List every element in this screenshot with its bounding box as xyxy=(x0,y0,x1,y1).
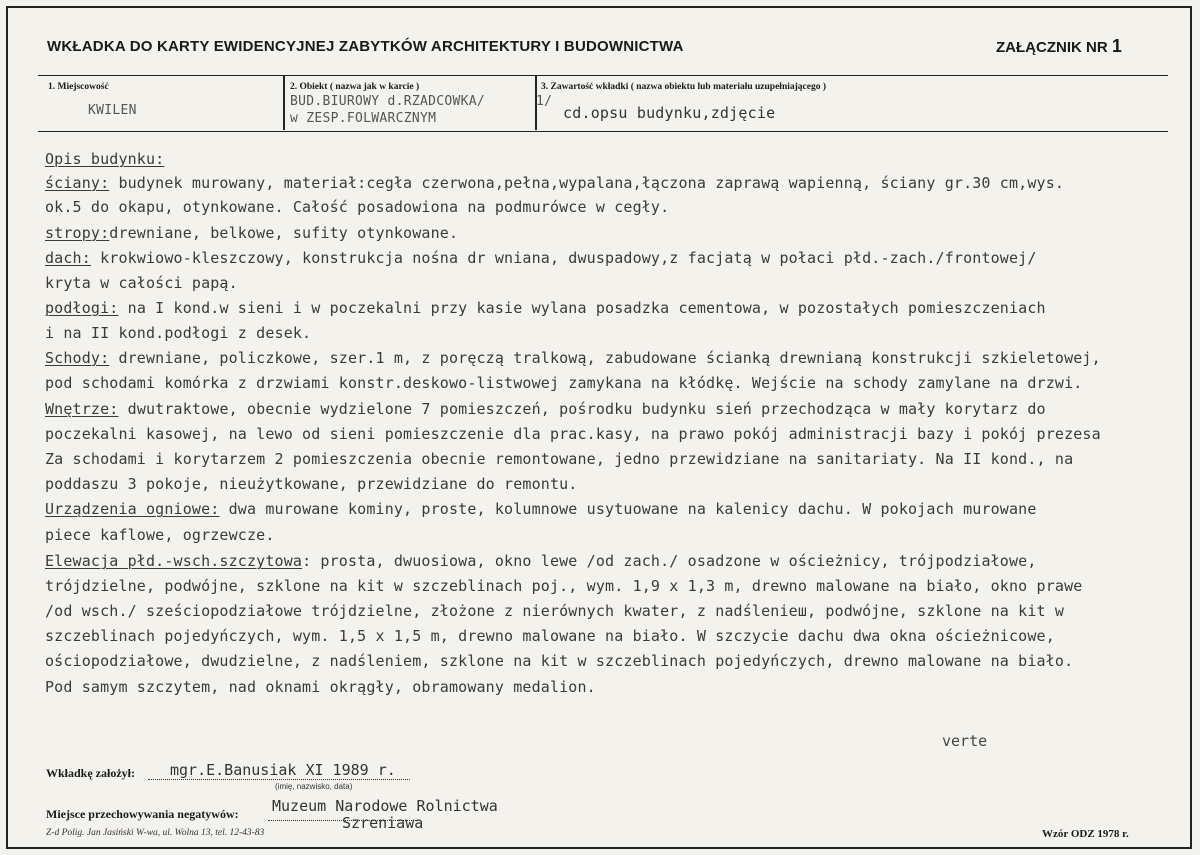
body-line: ościopodziałowe, dwudzielne, z nadśleniem, szklone na kit w szczeblinach pojedyńczych, drewno malowane na biało. xyxy=(45,652,1074,670)
body-line: poddaszu 3 pokoje, nieużytkowane, przewidziane do remontu. xyxy=(45,475,578,493)
section-heading: Opis budynku: xyxy=(45,150,165,168)
body-line: pod schodami komórka z drzwiami konstr.deskowo-listwowej zamykana na kłódkę. Wejście na schody zamylane na drzwi. xyxy=(45,374,1083,392)
body-line: szczeblinach pojedyńczych, wym. 1,5 x 1,5 m, drewno malowane na biało. W szczycie dachu dwa okna ościeżnicowe, xyxy=(45,627,1055,645)
body-line: stropy:drewniane, belkowe, sufity otynkowane. xyxy=(45,224,459,242)
form-code: Wzór ODZ 1978 r. xyxy=(1042,828,1129,840)
body-line: Za schodami i korytarzem 2 pomieszczenia obecnie remontowane, jedno przewidziane na sanitariaty. Na II kond., na xyxy=(45,450,1074,468)
body-line: Urządzenia ogniowe: dwa murowane kominy, proste, kolumnowe usytuowane na kalenicy dachu. W pokojach murowane xyxy=(45,500,1037,518)
body-line: piece kaflowe, ogrzewcze. xyxy=(45,526,275,544)
body-line: Elewacja płd.-wsch.szczytowa: prosta, dwuosiowa, okno lewe /od zach./ osadzone w ościeżnicy, trójpodziałowe, xyxy=(45,552,1037,570)
field-object-value-1: BUD.BIUROWY d.RZADCOWKA/ xyxy=(290,94,486,109)
attachment-number xyxy=(996,36,1122,57)
attachment-number-value: 1 xyxy=(1111,36,1122,56)
field-contents-prefix: 1/ xyxy=(536,94,553,109)
storage-label: Miejsce przechowywania negatywów: xyxy=(46,807,239,821)
body-line: i na II kond.podłogi z desek. xyxy=(45,324,312,342)
storage-value-1: Muzeum Narodowe Rolnictwa xyxy=(272,797,498,815)
signature-line xyxy=(148,779,410,780)
body-line: podłogi: na I kond.w sieni i w poczekalni przy kasie wylana posadzka cementowa, w pozostałych pomieszczeniach xyxy=(45,299,1046,317)
body-line: /od wsch./ sześciopodziałowe trójdzielne, złożone z nierównych kwater, z nadślenieш, podwójne, szklone na kit w xyxy=(45,602,1065,620)
printer-info: Z-d Polig. Jan Jasiński W-wa, ul. Wolna 13, tel. 12-43-83 xyxy=(46,828,265,838)
body-line: dach: krokwiowo-kleszczowy, konstrukcja nośna dr wniana, dwuspadowy,z facjatą w połaci płd.-zach./frontowej/ xyxy=(45,249,1037,267)
signature-value: mgr.E.Banusiak XI 1989 r. xyxy=(170,761,396,779)
form-title: WKŁADKA DO KARTY EWIDENCYJNEJ ZABYTKÓW ARCHITEKTURY I BUDOWNICTWA xyxy=(47,38,684,55)
signature-hint: (imię, nazwisko, data) xyxy=(275,782,353,791)
body-line: Schody: drewniane, policzkowe, szer.1 m, z poręczą tralkową, zabudowane ścianką drewnianą konstrukcji szkieletowej, xyxy=(45,349,1101,367)
field-contents-label: 3. Zawartość wkładki ( nazwa obiektu lub materiału uzupełniającego ) xyxy=(541,82,827,92)
field-contents-value: cd.opsu budynku,zdjęcie xyxy=(563,104,776,122)
body-line: poczekalni kasowej, na lewo od sieni pomieszczenie dla prac.kasy, na prawo pokój administracji bazy i pokój prezesa xyxy=(45,425,1101,443)
field-divider xyxy=(283,75,285,130)
storage-value-2: Szreniawa xyxy=(342,814,424,832)
body-line: ściany: budynek murowany, materiał:cegła czerwona,pełna,wypalana,łączona zaprawą wapienną, ściany gr.30 cm,wys. xyxy=(45,174,1065,192)
verte-note: verte xyxy=(942,732,988,750)
field-locality-value: KWILEN xyxy=(88,103,137,118)
body-line: Wnętrze: dwutraktowe, obecnie wydzielone 7 pomieszczeń, pośrodku budynku sień przechodząca w mały korytarz do xyxy=(45,400,1046,418)
field-locality-label: 1. Miejscowość xyxy=(48,82,109,92)
signature-label: Wkładkę założył: xyxy=(46,766,135,780)
field-object-label: 2. Obiekt ( nazwa jak w karcie ) xyxy=(290,82,420,92)
body-line: Pod samym szczytem, nad oknami okrągły, obramowany medalion. xyxy=(45,678,596,696)
body-line: trójdzielne, podwójne, szklone na kit w szczeblinach poj., wym. 1,9 x 1,3 m, drewno malowane na biało, okno prawe xyxy=(45,577,1083,595)
field-object-value-2: w ZESP.FOLWARCZNYM xyxy=(290,111,437,126)
attachment-label: ZAŁĄCZNIK NR xyxy=(996,39,1108,56)
body-line: kryta w całości papą. xyxy=(45,274,238,292)
body-line: ok.5 do okapu, otynkowane. Całość posadowiona na podmurówce w cegły. xyxy=(45,198,670,216)
